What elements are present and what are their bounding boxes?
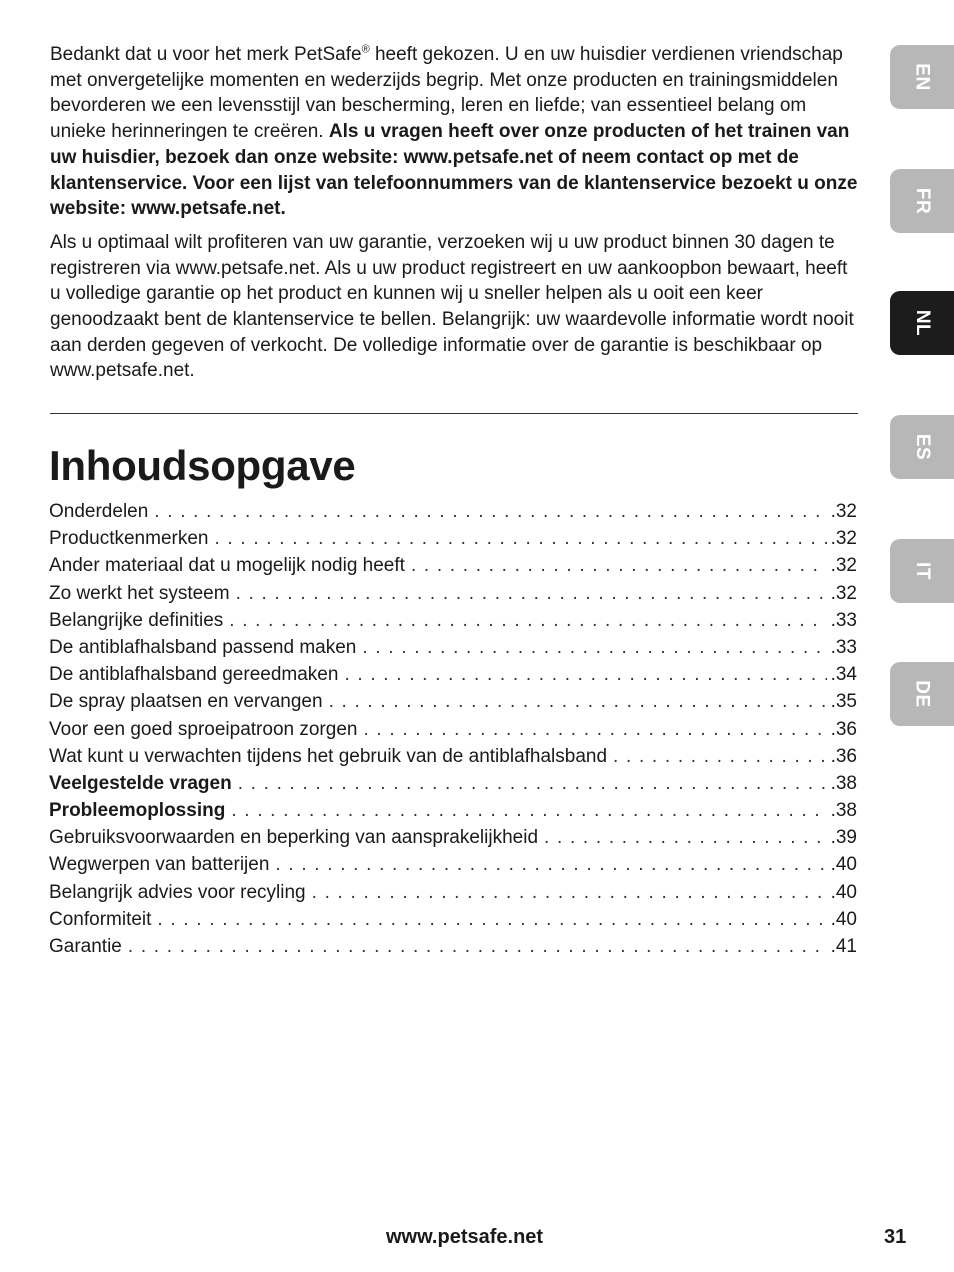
tab-fr[interactable]	[890, 169, 954, 233]
footer-url[interactable]: www.petsafe.net	[386, 1226, 544, 1248]
toc-leader-dots	[154, 498, 826, 525]
tab-en[interactable]	[890, 45, 954, 109]
tab-es[interactable]	[890, 415, 954, 479]
toc-item-label: Zo werkt het systeem	[49, 582, 230, 604]
toc-item-label: Wegwerpen van batterijen	[49, 854, 270, 876]
toc-item-page: .32	[830, 582, 857, 604]
toc-item[interactable]	[49, 634, 857, 661]
toc-item-label: Garantie	[49, 936, 122, 957]
intro-paragraph-2: Als u optimaal wilt profiteren van uw garantie, verzoeken wij u uw product binnen 30 dagen te registreren via www.petsafe.net. Als u uw product registreert en uw aankoopbon bewaart, heeft u volledige garantie op het product en kunnen wij u sneller helpen als u ooit een keer genoodzaakt bent de klantenservice te bellen. Belangrijk: uw waardevolle informatie wordt nooit aan derden gegeven of verkocht. De volledige informatie over de garantie is beschikbaar op www.petsafe.net.	[50, 231, 854, 382]
toc-item[interactable]	[49, 552, 857, 579]
toc-item-page: .34	[830, 664, 857, 686]
toc-item-label: Belangrijk advies voor recyling	[49, 881, 306, 903]
toc-leader-dots	[157, 906, 826, 933]
toc-item-page: .38	[830, 800, 857, 822]
section-divider	[50, 413, 858, 414]
tab-label: FR	[911, 187, 933, 215]
toc-title: Inhoudsopgave	[49, 442, 356, 489]
toc-item-page: .33	[830, 609, 857, 631]
toc-item-page: .40	[830, 908, 857, 930]
toc-item-page: .33	[830, 636, 857, 658]
toc-leader-dots	[238, 770, 827, 797]
toc-item-label: Probleemoplossing	[49, 800, 226, 822]
tab-nl[interactable]	[890, 291, 954, 355]
tab-label: EN	[912, 63, 933, 91]
toc-leader-dots	[236, 580, 827, 607]
tab-label: IT	[911, 562, 933, 580]
toc-leader-dots	[344, 661, 826, 688]
toc-leader-dots	[411, 552, 827, 579]
toc-item-page: .36	[830, 745, 857, 767]
toc-item[interactable]	[49, 933, 857, 960]
toc-item-label: Ander materiaal dat u mogelijk nodig heeft	[49, 555, 405, 577]
toc-leader-dots	[362, 634, 826, 661]
toc-leader-dots	[128, 933, 827, 960]
toc-item-label: Productkenmerken	[49, 528, 209, 550]
toc-leader-dots	[231, 797, 826, 824]
toc-leader-dots	[613, 743, 827, 770]
toc-item[interactable]	[49, 824, 857, 851]
table-of-contents	[49, 498, 857, 960]
toc-item-label: De antiblafhalsband passend maken	[49, 636, 357, 658]
tab-de[interactable]	[890, 662, 954, 726]
toc-item-page: .40	[830, 881, 857, 903]
toc-item[interactable]	[49, 688, 857, 715]
toc-item[interactable]	[49, 661, 857, 688]
toc-item-label: Belangrijke definities	[49, 609, 224, 631]
tab-it[interactable]	[890, 539, 954, 603]
intro-p1-start: Bedankt dat u voor het merk PetSafe	[50, 44, 362, 65]
page-number: 31	[884, 1226, 907, 1248]
toc-leader-dots	[214, 525, 826, 552]
toc-item[interactable]	[49, 525, 857, 552]
toc-item[interactable]	[49, 607, 857, 634]
toc-item-label: Voor een goed sproeipatroon zorgen	[49, 718, 358, 740]
toc-item[interactable]	[49, 743, 857, 770]
toc-item[interactable]	[49, 716, 857, 743]
toc-item-label: Gebruiksvoorwaarden en beperking van aansprakelijkheid	[49, 827, 539, 849]
toc-item-label: Conformiteit	[49, 908, 152, 930]
toc-item-page: .35	[830, 691, 857, 713]
tab-label: DE	[912, 680, 933, 708]
toc-item-page: .32	[830, 501, 857, 522]
toc-leader-dots	[363, 716, 826, 743]
toc-item[interactable]	[49, 906, 857, 933]
toc-item-label: Wat kunt u verwachten tijdens het gebruik van de antiblafhalsband	[49, 745, 608, 767]
toc-item[interactable]	[49, 879, 857, 906]
toc-item-page: .40	[830, 854, 857, 876]
toc-item-page: .32	[830, 528, 857, 550]
toc-leader-dots	[275, 851, 826, 878]
toc-item-page: .41	[830, 936, 857, 957]
toc-item-page: .32	[830, 555, 857, 577]
toc-leader-dots	[229, 607, 826, 634]
toc-leader-dots	[312, 879, 827, 906]
toc-item-label: Veelgestelde vragen	[49, 772, 232, 794]
toc-item[interactable]	[49, 498, 857, 525]
toc-item-label: Onderdelen	[49, 501, 149, 522]
toc-item[interactable]	[49, 851, 857, 878]
toc-item-page: .38	[830, 772, 857, 794]
toc-item[interactable]	[49, 770, 857, 797]
toc-item-label: De antiblafhalsband gereedmaken	[49, 664, 339, 686]
intro-p1-bold: Als u vragen heeft over onze producten of het trainen van uw huisdier, bezoek dan onze website: www.petsafe.net of neem contact op met de klantenservice. Voor een lijst van telefoonnummers van de klantenservice bezoekt u onze website: www.petsafe.net.	[50, 121, 858, 220]
toc-item-page: .39	[830, 827, 857, 849]
toc-item[interactable]	[49, 797, 857, 824]
intro-p1-middle: heeft gekozen. U en uw huisdier verdienen vriendschap met onvergetelijke momenten en wederzijds begrip. Met onze producten en trainingsmiddelen bevorderen we een levensstijl van bescherming, leren en liefde; van essentieel belang om unieke herinneringen te creëren.	[50, 44, 843, 143]
registered-mark: ®	[361, 43, 370, 56]
intro-paragraph-1	[50, 42, 858, 222]
toc-leader-dots	[329, 688, 827, 715]
toc-leader-dots	[544, 824, 827, 851]
intro-text	[50, 42, 858, 384]
toc-item-page: .36	[830, 718, 857, 740]
toc-item[interactable]	[49, 580, 857, 607]
tab-label: ES	[911, 433, 933, 461]
toc-item-label: De spray plaatsen en vervangen	[49, 691, 323, 713]
tab-label: NL	[911, 309, 933, 337]
